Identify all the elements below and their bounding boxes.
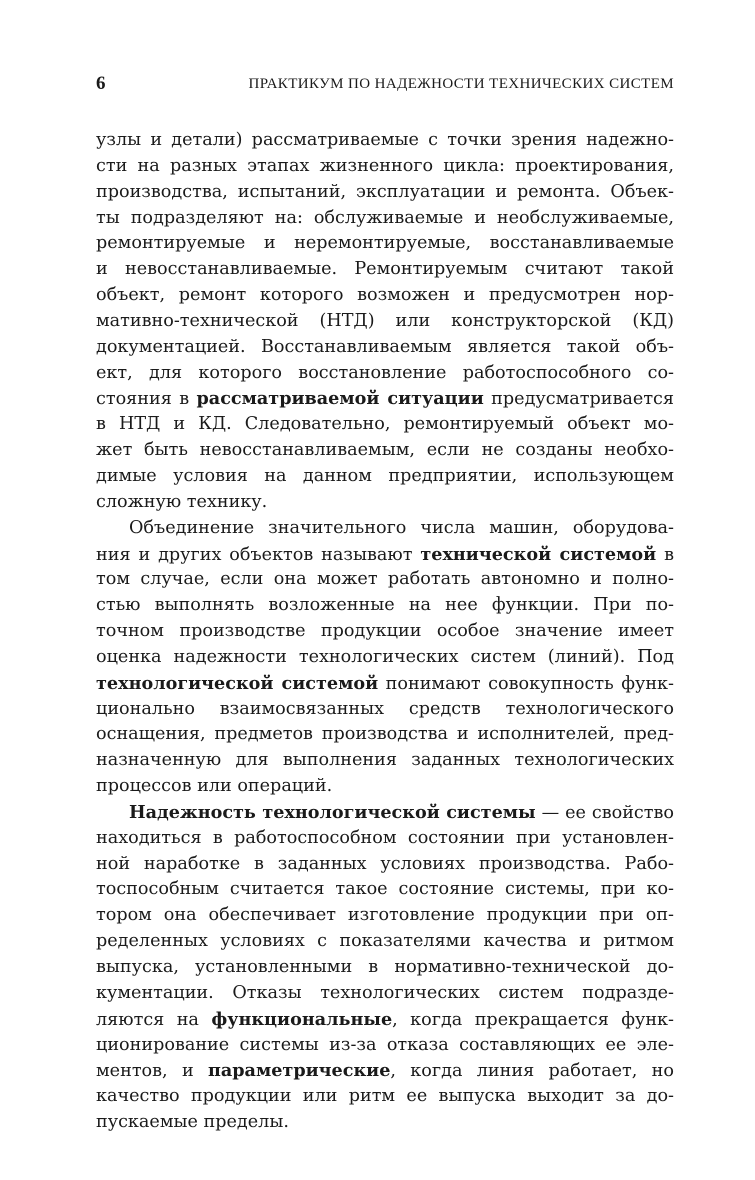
bold-term: параметрические: [207, 1060, 391, 1082]
text-run: находиться в работоспособном состоянии при установлен-: [96, 827, 674, 848]
text-run: — ее свойство: [535, 802, 675, 823]
text-line: [96, 645, 674, 671]
text-run: документацией. Восстанавливаемым является такой объ-: [96, 336, 674, 357]
text-run: ционально взаимосвязанных средств технологического: [96, 698, 674, 719]
text-run: ционирование системы из-за отказа составляющих ее эле-: [96, 1034, 674, 1055]
text-line: [96, 981, 674, 1007]
text-line: [96, 852, 674, 878]
text-run: и невосстанавливаемые. Ремонтируемым считают такой: [96, 259, 674, 280]
text-run: ляются на: [96, 1009, 212, 1030]
book-page: [96, 0, 674, 1180]
text-run: том случае, если она может работать автономно и полно-: [96, 569, 674, 590]
text-run: , когда линия работает, но: [390, 1061, 674, 1082]
text-line: [96, 826, 674, 852]
text-line: [96, 903, 674, 929]
bold-term: технической системой: [420, 543, 657, 565]
paragraph: [96, 128, 674, 516]
text-run: стояния в: [96, 389, 197, 410]
text-run: производства, испытаний, эксплуатации и ремонта. Объек-: [96, 181, 674, 202]
text-line: [96, 361, 674, 387]
text-run: в НТД и КД. Следовательно, ремонтируемый объект мо-: [96, 414, 674, 435]
text-run: жет быть невосстанавливаемым, если не созданы необхо-: [96, 440, 674, 461]
text-run: оснащения, предметов производства и исполнителей, пред-: [96, 724, 674, 745]
text-run: пускаемые пределы.: [96, 1112, 289, 1133]
text-line: [96, 1007, 674, 1033]
text-run: Объединение значительного числа машин, оборудова-: [129, 517, 674, 538]
text-line: [96, 206, 674, 232]
text-line: [96, 335, 674, 361]
text-line: [96, 231, 674, 257]
text-run: предусматривается: [483, 389, 675, 410]
text-run: тоспособным считается такое состояние системы, при ко-: [96, 879, 674, 900]
text-line: [96, 1110, 674, 1136]
bold-term: рассматриваемой ситуации: [196, 388, 484, 410]
text-run: в: [656, 544, 675, 565]
text-line: [96, 1058, 674, 1084]
text-run: сложную технику.: [96, 491, 268, 512]
text-line: [96, 619, 674, 645]
text-line: [96, 1084, 674, 1110]
paragraph: [96, 516, 674, 800]
text-run: мативно-технической (НТД) или конструкторской (КД): [96, 310, 674, 331]
text-line: [96, 490, 674, 516]
text-line: [96, 180, 674, 206]
text-line: [96, 800, 674, 826]
text-run: стью выполнять возложенные на нее функции. При по-: [96, 595, 674, 616]
text-line: [96, 128, 674, 154]
text-run: , когда прекращается функ-: [392, 1009, 674, 1030]
text-line: [96, 464, 674, 490]
text-run: оценка надежности технологических систем (линий). Под: [96, 646, 674, 667]
running-title: ПРАКТИКУМ ПО НАДЕЖНОСТИ ТЕХНИЧЕСКИХ СИСТЕМ: [248, 76, 674, 92]
text-line: [96, 1033, 674, 1059]
text-run: объект, ремонт которого возможен и предусмотрен нор-: [96, 285, 674, 306]
text-run: ремонтируемые и неремонтируемые, восстанавливаемые: [96, 233, 674, 254]
text-run: ной наработке в заданных условиях производства. Рабо-: [96, 853, 674, 874]
text-run: ментов, и: [96, 1061, 208, 1082]
text-line: [96, 412, 674, 438]
text-line: [96, 257, 674, 283]
text-line: [96, 774, 674, 800]
bold-term: Надежность технологической системы: [129, 801, 536, 823]
text-line: [96, 697, 674, 723]
text-line: [96, 593, 674, 619]
text-line: [96, 438, 674, 464]
page-number: 6: [96, 73, 106, 94]
text-line: [96, 671, 674, 697]
paragraph: [96, 800, 674, 1136]
body-text: [96, 128, 674, 1136]
text-line: [96, 516, 674, 542]
text-line: [96, 955, 674, 981]
text-run: понимают совокупность функ-: [378, 673, 674, 694]
text-line: [96, 386, 674, 412]
bold-term: технологической системой: [96, 672, 379, 694]
text-run: узлы и детали) рассматриваемые с точки зрения надежно-: [96, 130, 674, 150]
text-run: сти на разных этапах жизненного цикла: проектирования,: [96, 155, 674, 176]
text-line: [96, 567, 674, 593]
text-line: [96, 309, 674, 335]
text-run: ты подразделяют на: обслуживаемые и необслуживаемые,: [96, 207, 674, 228]
text-run: кументации. Отказы технологических систем подразде-: [96, 982, 674, 1003]
bold-term: функциональные: [211, 1008, 393, 1030]
text-line: [96, 542, 674, 568]
text-line: [96, 748, 674, 774]
text-run: ния и других объектов называют: [96, 544, 421, 565]
text-run: процессов или операций.: [96, 776, 333, 797]
text-line: [96, 929, 674, 955]
text-run: ределенных условиях с показателями качества и ритмом: [96, 931, 674, 952]
text-run: тором она обеспечивает изготовление продукции при оп-: [96, 905, 674, 926]
page-header: [96, 72, 674, 96]
text-run: качество продукции или ритм ее выпуска выходит за до-: [96, 1086, 674, 1107]
text-run: димые условия на данном предприятии, использующем: [96, 465, 674, 486]
text-line: [96, 877, 674, 903]
text-line: [96, 722, 674, 748]
text-line: [96, 283, 674, 309]
text-line: [96, 154, 674, 180]
text-run: выпуска, установленными в нормативно-технической до-: [96, 957, 674, 977]
text-run: ект, для которого восстановление работоспособного со-: [96, 362, 674, 383]
text-run: точном производстве продукции особое значение имеет: [96, 621, 674, 642]
text-run: назначенную для выполнения заданных технологических: [96, 750, 674, 771]
